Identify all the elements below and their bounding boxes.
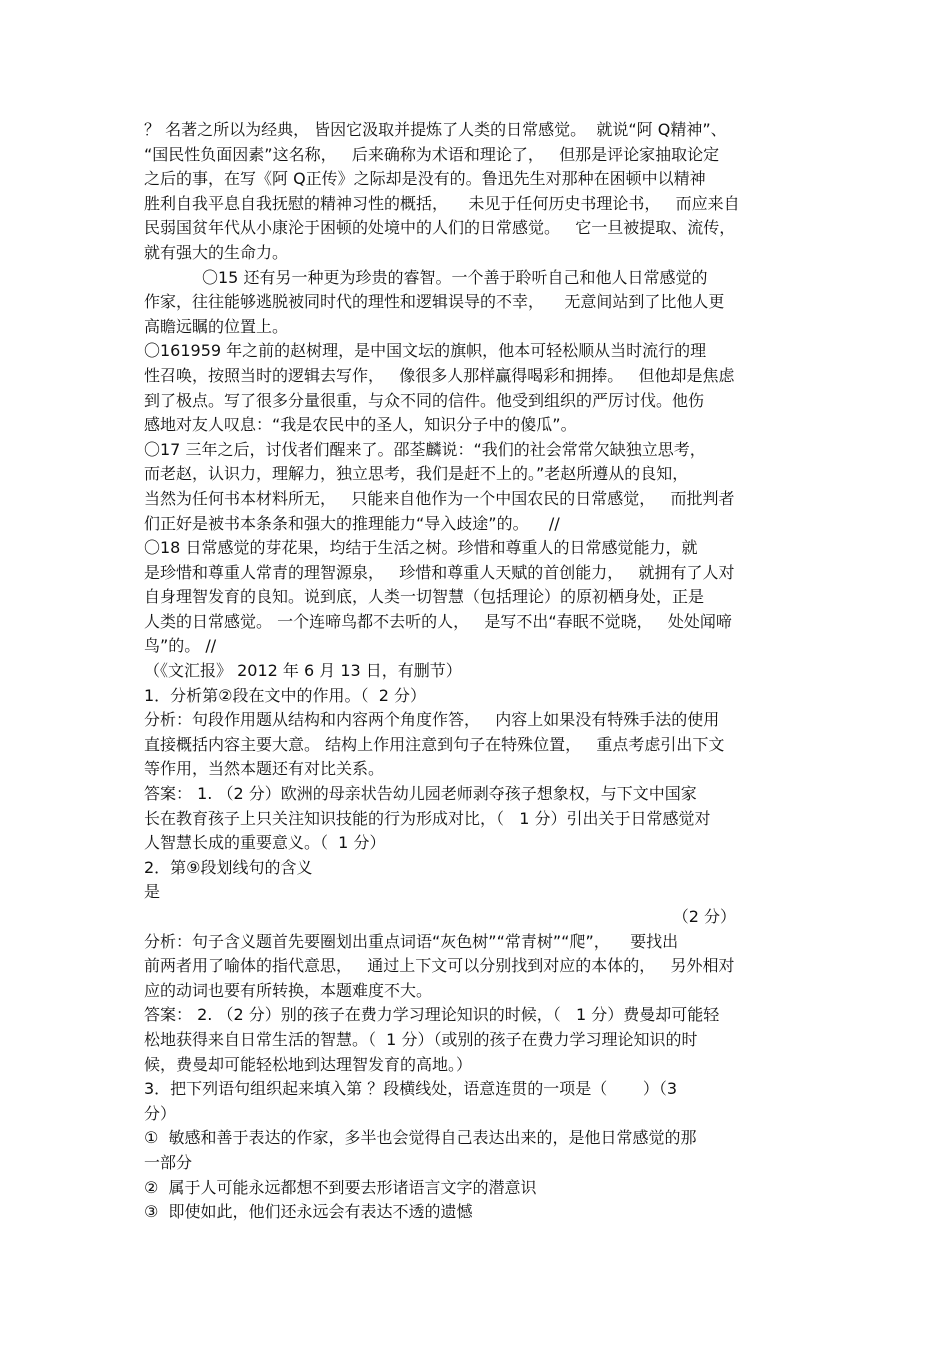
question-2: 2．第⑨段划线句的含义 xyxy=(144,857,313,877)
text-line: 自身理智发育的良知。说到底，人类一切智慧（包括理论）的原初栖身处，正是 xyxy=(144,587,705,607)
text-line: 候，费曼却可能轻松地到达理智发育的高地。） xyxy=(144,1054,473,1074)
text-line: 民弱国贫年代从小康沦于困顿的处境中的人们的日常感觉。 它一旦被提取、流传， xyxy=(144,218,736,238)
source-citation: （《文汇报》 2012 年 6 月 13 日，有删节） xyxy=(144,661,462,681)
text-line: 人智慧长成的重要意义。（ 1 分） xyxy=(144,833,386,853)
answer-1: 答案： 1. （2 分）欧洲的母亲状告幼儿园老师剥夺孩子想象权，与下文中国家 xyxy=(144,784,697,804)
text-line: 就有强大的生命力。 xyxy=(144,242,289,262)
text-line: 高瞻远瞩的位置上。 xyxy=(144,316,289,336)
question-1: 1．分析第②段在文中的作用。（ 2 分） xyxy=(144,685,426,705)
text-line: 人类的日常感觉。 一个连啼鸟都不去听的人， 是写不出“春眠不觉晓， 处处闻啼 xyxy=(144,611,732,631)
text-line: 等作用，当然本题还有对比关系。 xyxy=(144,759,385,779)
paragraph-17-start: 〇17 三年之后，讨伐者们醒来了。邵荃麟说：“我们的社会常常欠缺独立思考， xyxy=(144,439,706,459)
text-line: ？ 名著之所以为经典， 皆因它汲取并提炼了人类的日常感觉。 就说“阿 Q精神”、 xyxy=(144,120,727,139)
analysis-1: 分析：句段作用题从结构和内容两个角度作答， 内容上如果没有特殊手法的使用 xyxy=(144,710,720,730)
question-2-score: （2 分） xyxy=(672,907,736,926)
text-line: 一部分 xyxy=(144,1152,193,1172)
option-3: ③ 即使如此，他们还永远会有表达不透的遗憾 xyxy=(144,1202,473,1222)
option-2: ② 属于人可能永远都想不到要去形诸语言文字的潜意识 xyxy=(144,1177,537,1197)
question-3: 3．把下列语句组织起来填入第 ？段横线处，语意连贯的一项是（ ）（3 xyxy=(144,1079,678,1099)
text-line: 胜利自我平息自我抚慰的精神习性的概括， 未见于任何历史书理论书， 而应来自 xyxy=(144,193,740,213)
text-line: 前两者用了喻体的指代意思， 通过上下文可以分别找到对应的本体的， 另外相对 xyxy=(144,956,735,976)
paragraph-18-start: 〇18 日常感觉的芽花果，均结于生活之树。珍惜和尊重人的日常感觉能力，就 xyxy=(144,538,698,558)
text-line: 松地获得来自日常生活的智慧。（ 1 分）（或别的孩子在费力学习理论知识的时 xyxy=(144,1029,698,1049)
text-line: 们正好是被书本条条和强大的推理能力“导入歧途”的。 // xyxy=(144,513,560,533)
text-line: 分） xyxy=(144,1103,177,1123)
text-line: 到了极点。写了很多分量很重，与众不同的信件。他受到组织的严厉讨伐。他伤 xyxy=(144,390,705,410)
text-line: 是 xyxy=(144,882,161,902)
text-line: 感地对友人叹息：“我是农民中的圣人，知识分子中的傻瓜”。 xyxy=(144,415,577,435)
text-line: 长在教育孩子上只关注知识技能的行为形成对比，（ 1 分）引出关于日常感觉对 xyxy=(144,808,711,828)
text-line: 之后的事，在写《阿 Q正传》之际却是没有的。鲁迅先生对那种在困顿中以精神 xyxy=(144,169,706,189)
text-line: 而老赵，认识力，理解力，独立思考，我们是赶不上的。”老赵所遵从的良知， xyxy=(144,464,689,484)
text-line: 当然为任何书本材料所无， 只能来自他作为一个中国农民的日常感觉， 而批判者 xyxy=(144,488,735,508)
analysis-2: 分析：句子含义题首先要圈划出重点词语“灰色树”“常青树”“爬”， 要找出 xyxy=(144,931,679,951)
document-page xyxy=(144,118,808,1225)
text-line: 是珍惜和尊重人常青的理智源泉， 珍惜和尊重人天赋的首创能力， 就拥有了人对 xyxy=(144,562,735,582)
paragraph-16-start: 〇161959 年之前的赵树理，是中国文坛的旗帜，他本可轻松顺从当时流行的理 xyxy=(144,341,707,361)
text-line: 鸟”的。 // xyxy=(144,636,217,656)
text-line: 应的动词也要有所转换，本题难度不大。 xyxy=(144,980,433,1000)
text-line: 性召唤，按照当时的逻辑去写作， 像很多人那样赢得喝彩和拥捧。 但他却是焦虑 xyxy=(144,365,735,385)
answer-2: 答案： 2. （2 分）别的孩子在费力学习理论知识的时候，（ 1 分）费曼却可能轻 xyxy=(144,1005,720,1025)
paragraph-15-start: 〇15 还有另一种更为珍贵的睿智。一个善于聆听自己和他人日常感觉的 xyxy=(202,267,708,287)
option-1: ① 敏感和善于表达的作家，多半也会觉得自己表达出来的，是他日常感觉的那 xyxy=(144,1128,697,1148)
text-line: “国民性负面因素”这名称， 后来确称为术语和理论了， 但那是评论家抽取论定 xyxy=(144,144,720,164)
text-line: 作家，往往能够逃脱被同时代的理性和逻辑误导的不幸， 无意间站到了比他人更 xyxy=(144,292,725,312)
text-line: 直接概括内容主要大意。 结构上作用注意到句子在特殊位置， 重点考虑引出下文 xyxy=(144,734,725,754)
